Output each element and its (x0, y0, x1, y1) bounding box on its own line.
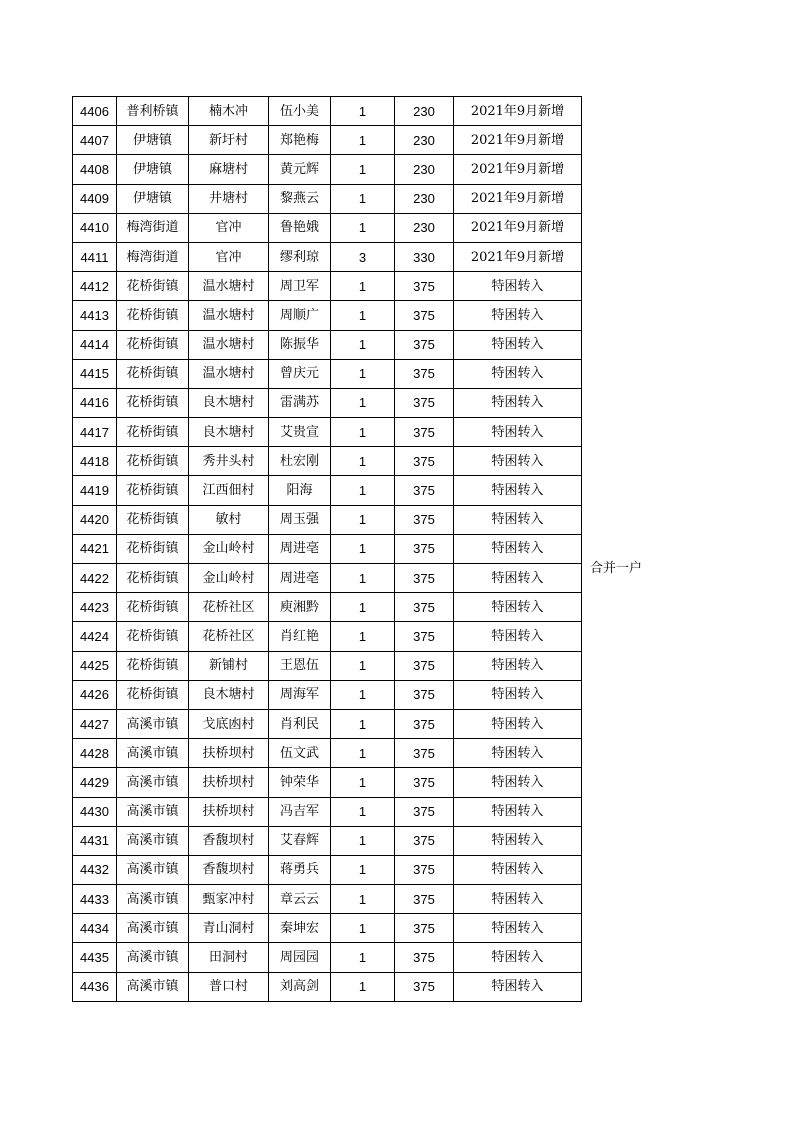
village-cell: 良木塘村 (189, 388, 269, 417)
village-cell: 香馥坝村 (189, 855, 269, 884)
village-cell: 温水塘村 (189, 359, 269, 388)
note-cell: 特困转入 (454, 505, 582, 534)
row-id-cell: 4408 (73, 155, 117, 184)
row-id-cell: 4418 (73, 447, 117, 476)
note-cell: 特困转入 (454, 447, 582, 476)
town-cell: 梅湾街道 (117, 213, 189, 242)
town-cell: 伊塘镇 (117, 126, 189, 155)
name-cell: 周园园 (269, 943, 331, 972)
row-id-cell: 4422 (73, 564, 117, 593)
name-cell: 秦坤宏 (269, 914, 331, 943)
amount-cell: 230 (395, 97, 454, 126)
name-cell: 周进亳 (269, 564, 331, 593)
count-cell: 1 (331, 972, 395, 1001)
row-id-cell: 4419 (73, 476, 117, 505)
amount-cell: 375 (395, 447, 454, 476)
count-cell: 1 (331, 797, 395, 826)
table-row (73, 476, 582, 505)
name-cell: 黄元辉 (269, 155, 331, 184)
row-id-cell: 4429 (73, 768, 117, 797)
amount-cell: 375 (395, 359, 454, 388)
table-row (73, 242, 582, 271)
village-cell: 普口村 (189, 972, 269, 1001)
name-cell: 曾庆元 (269, 359, 331, 388)
town-cell: 花桥街镇 (117, 418, 189, 447)
count-cell: 1 (331, 622, 395, 651)
village-cell: 江西佃村 (189, 476, 269, 505)
name-cell: 缪利琼 (269, 242, 331, 271)
village-cell: 温水塘村 (189, 272, 269, 301)
town-cell: 花桥街镇 (117, 301, 189, 330)
table-row (73, 126, 582, 155)
note-cell: 2021年9月新增 (454, 213, 582, 242)
row-id-cell: 4436 (73, 972, 117, 1001)
note-cell: 特困转入 (454, 593, 582, 622)
amount-cell: 375 (395, 272, 454, 301)
name-cell: 章云云 (269, 885, 331, 914)
name-cell: 黎燕云 (269, 184, 331, 213)
row-id-cell: 4434 (73, 914, 117, 943)
row-id-cell: 4421 (73, 534, 117, 563)
count-cell: 1 (331, 943, 395, 972)
name-cell: 郑艳梅 (269, 126, 331, 155)
amount-cell: 375 (395, 534, 454, 563)
table-row (73, 155, 582, 184)
village-cell: 敏村 (189, 505, 269, 534)
row-id-cell: 4410 (73, 213, 117, 242)
town-cell: 高溪市镇 (117, 739, 189, 768)
name-cell: 杜宏刚 (269, 447, 331, 476)
town-cell: 花桥街镇 (117, 651, 189, 680)
note-cell: 特困转入 (454, 709, 582, 738)
amount-cell: 230 (395, 184, 454, 213)
village-cell: 井塘村 (189, 184, 269, 213)
name-cell: 周顺广 (269, 301, 331, 330)
town-cell: 梅湾街道 (117, 242, 189, 271)
table-row (73, 330, 582, 359)
town-cell: 伊塘镇 (117, 155, 189, 184)
town-cell: 高溪市镇 (117, 914, 189, 943)
count-cell: 1 (331, 155, 395, 184)
row-id-cell: 4435 (73, 943, 117, 972)
village-cell: 楠木冲 (189, 97, 269, 126)
amount-cell: 375 (395, 651, 454, 680)
row-id-cell: 4433 (73, 885, 117, 914)
town-cell: 高溪市镇 (117, 797, 189, 826)
row-id-cell: 4416 (73, 388, 117, 417)
row-id-cell: 4428 (73, 739, 117, 768)
row-id-cell: 4420 (73, 505, 117, 534)
name-cell: 钟荣华 (269, 768, 331, 797)
table-row (73, 797, 582, 826)
amount-cell: 375 (395, 826, 454, 855)
amount-cell: 375 (395, 797, 454, 826)
town-cell: 花桥街镇 (117, 272, 189, 301)
count-cell: 1 (331, 855, 395, 884)
amount-cell: 375 (395, 388, 454, 417)
town-cell: 花桥街镇 (117, 622, 189, 651)
name-cell: 阳海 (269, 476, 331, 505)
count-cell: 1 (331, 213, 395, 242)
count-cell: 1 (331, 593, 395, 622)
note-cell: 特困转入 (454, 885, 582, 914)
table-row (73, 213, 582, 242)
town-cell: 高溪市镇 (117, 826, 189, 855)
town-cell: 花桥街镇 (117, 564, 189, 593)
records-table (72, 96, 582, 1002)
row-id-cell: 4406 (73, 97, 117, 126)
town-cell: 花桥街镇 (117, 680, 189, 709)
table-row (73, 593, 582, 622)
village-cell: 戈底凼村 (189, 709, 269, 738)
note-cell: 特困转入 (454, 680, 582, 709)
table-row (73, 184, 582, 213)
village-cell: 扶桥坝村 (189, 797, 269, 826)
count-cell: 1 (331, 126, 395, 155)
town-cell: 花桥街镇 (117, 388, 189, 417)
amount-cell: 330 (395, 242, 454, 271)
count-cell: 1 (331, 914, 395, 943)
amount-cell: 375 (395, 680, 454, 709)
row-id-cell: 4411 (73, 242, 117, 271)
village-cell: 官冲 (189, 213, 269, 242)
name-cell: 蒋勇兵 (269, 855, 331, 884)
town-cell: 花桥街镇 (117, 534, 189, 563)
village-cell: 秀井头村 (189, 447, 269, 476)
table-row (73, 272, 582, 301)
town-cell: 高溪市镇 (117, 885, 189, 914)
note-cell: 特困转入 (454, 943, 582, 972)
count-cell: 1 (331, 651, 395, 680)
row-id-cell: 4413 (73, 301, 117, 330)
name-cell: 周玉强 (269, 505, 331, 534)
town-cell: 花桥街镇 (117, 505, 189, 534)
row-id-cell: 4417 (73, 418, 117, 447)
row-id-cell: 4432 (73, 855, 117, 884)
row-id-cell: 4409 (73, 184, 117, 213)
table-row (73, 97, 582, 126)
note-cell: 2021年9月新增 (454, 126, 582, 155)
name-cell: 周进亳 (269, 534, 331, 563)
name-cell: 肖红艳 (269, 622, 331, 651)
amount-cell: 230 (395, 155, 454, 184)
note-cell: 特困转入 (454, 564, 582, 593)
name-cell: 艾春辉 (269, 826, 331, 855)
row-id-cell: 4426 (73, 680, 117, 709)
count-cell: 1 (331, 272, 395, 301)
amount-cell: 375 (395, 709, 454, 738)
note-cell: 特困转入 (454, 359, 582, 388)
town-cell: 伊塘镇 (117, 184, 189, 213)
note-cell: 特困转入 (454, 914, 582, 943)
table-row (73, 739, 582, 768)
table-row (73, 651, 582, 680)
table-row (73, 418, 582, 447)
count-cell: 1 (331, 359, 395, 388)
table-row (73, 680, 582, 709)
count-cell: 1 (331, 534, 395, 563)
town-cell: 普利桥镇 (117, 97, 189, 126)
count-cell: 1 (331, 447, 395, 476)
town-cell: 高溪市镇 (117, 943, 189, 972)
row-id-cell: 4412 (73, 272, 117, 301)
note-cell: 特困转入 (454, 651, 582, 680)
town-cell: 高溪市镇 (117, 709, 189, 738)
note-cell: 特困转入 (454, 534, 582, 563)
count-cell: 1 (331, 97, 395, 126)
village-cell: 花桥社区 (189, 593, 269, 622)
village-cell: 良木塘村 (189, 680, 269, 709)
table-row (73, 826, 582, 855)
table-row (73, 768, 582, 797)
table-row (73, 914, 582, 943)
note-cell: 特困转入 (454, 739, 582, 768)
town-cell: 高溪市镇 (117, 972, 189, 1001)
count-cell: 1 (331, 680, 395, 709)
row-id-cell: 4415 (73, 359, 117, 388)
count-cell: 1 (331, 768, 395, 797)
note-cell: 2021年9月新增 (454, 242, 582, 271)
village-cell: 官冲 (189, 242, 269, 271)
name-cell: 伍文武 (269, 739, 331, 768)
note-cell: 特困转入 (454, 388, 582, 417)
note-cell: 特困转入 (454, 855, 582, 884)
amount-cell: 375 (395, 739, 454, 768)
amount-cell: 375 (395, 301, 454, 330)
town-cell: 花桥街镇 (117, 476, 189, 505)
name-cell: 刘高剑 (269, 972, 331, 1001)
count-cell: 1 (331, 709, 395, 738)
amount-cell: 230 (395, 126, 454, 155)
row-id-cell: 4430 (73, 797, 117, 826)
village-cell: 温水塘村 (189, 301, 269, 330)
table-row (73, 943, 582, 972)
amount-cell: 375 (395, 855, 454, 884)
table-row (73, 972, 582, 1001)
name-cell: 艾贵宣 (269, 418, 331, 447)
note-cell: 2021年9月新增 (454, 97, 582, 126)
table-row (73, 447, 582, 476)
row-id-cell: 4407 (73, 126, 117, 155)
table-body (73, 97, 582, 1002)
count-cell: 1 (331, 301, 395, 330)
count-cell: 1 (331, 564, 395, 593)
amount-cell: 375 (395, 505, 454, 534)
amount-cell: 375 (395, 885, 454, 914)
amount-cell: 375 (395, 476, 454, 505)
name-cell: 伍小美 (269, 97, 331, 126)
row-id-cell: 4425 (73, 651, 117, 680)
amount-cell: 375 (395, 943, 454, 972)
row-id-cell: 4414 (73, 330, 117, 359)
town-cell: 花桥街镇 (117, 359, 189, 388)
town-cell: 花桥街镇 (117, 593, 189, 622)
note-cell: 特困转入 (454, 826, 582, 855)
town-cell: 高溪市镇 (117, 855, 189, 884)
village-cell: 花桥社区 (189, 622, 269, 651)
amount-cell: 230 (395, 213, 454, 242)
village-cell: 香馥坝村 (189, 826, 269, 855)
amount-cell: 375 (395, 768, 454, 797)
amount-cell: 375 (395, 622, 454, 651)
row-id-cell: 4424 (73, 622, 117, 651)
table-row (73, 885, 582, 914)
count-cell: 1 (331, 476, 395, 505)
note-cell: 特困转入 (454, 272, 582, 301)
amount-cell: 375 (395, 593, 454, 622)
count-cell: 1 (331, 418, 395, 447)
table-row (73, 855, 582, 884)
amount-cell: 375 (395, 914, 454, 943)
table-row (73, 622, 582, 651)
count-cell: 1 (331, 826, 395, 855)
name-cell: 庾湘黔 (269, 593, 331, 622)
note-cell: 特困转入 (454, 330, 582, 359)
row-id-cell: 4431 (73, 826, 117, 855)
note-cell: 特困转入 (454, 418, 582, 447)
count-cell: 1 (331, 330, 395, 359)
count-cell: 3 (331, 242, 395, 271)
table-row (73, 388, 582, 417)
name-cell: 鲁艳娥 (269, 213, 331, 242)
town-cell: 高溪市镇 (117, 768, 189, 797)
note-cell: 特困转入 (454, 972, 582, 1001)
note-cell: 特困转入 (454, 797, 582, 826)
village-cell: 新圩村 (189, 126, 269, 155)
name-cell: 陈振华 (269, 330, 331, 359)
name-cell: 周卫军 (269, 272, 331, 301)
table-row (73, 564, 582, 593)
side-note: 合并一户 (590, 561, 643, 576)
note-cell: 特困转入 (454, 301, 582, 330)
village-cell: 新铺村 (189, 651, 269, 680)
table-row (73, 505, 582, 534)
note-cell: 特困转入 (454, 476, 582, 505)
count-cell: 1 (331, 388, 395, 417)
amount-cell: 375 (395, 418, 454, 447)
note-cell: 特困转入 (454, 622, 582, 651)
row-id-cell: 4427 (73, 709, 117, 738)
count-cell: 1 (331, 505, 395, 534)
village-cell: 扶桥坝村 (189, 768, 269, 797)
village-cell: 青山洞村 (189, 914, 269, 943)
village-cell: 金山岭村 (189, 564, 269, 593)
village-cell: 金山岭村 (189, 534, 269, 563)
name-cell: 冯吉军 (269, 797, 331, 826)
village-cell: 扶桥坝村 (189, 739, 269, 768)
amount-cell: 375 (395, 330, 454, 359)
village-cell: 甄家冲村 (189, 885, 269, 914)
town-cell: 花桥街镇 (117, 330, 189, 359)
table-row (73, 301, 582, 330)
village-cell: 良木塘村 (189, 418, 269, 447)
name-cell: 肖利民 (269, 709, 331, 738)
name-cell: 周海军 (269, 680, 331, 709)
note-cell: 2021年9月新增 (454, 155, 582, 184)
table-row (73, 709, 582, 738)
village-cell: 麻塘村 (189, 155, 269, 184)
amount-cell: 375 (395, 972, 454, 1001)
note-cell: 2021年9月新增 (454, 184, 582, 213)
amount-cell: 375 (395, 564, 454, 593)
note-cell: 特困转入 (454, 768, 582, 797)
row-id-cell: 4423 (73, 593, 117, 622)
count-cell: 1 (331, 184, 395, 213)
table-row (73, 534, 582, 563)
table-row (73, 359, 582, 388)
village-cell: 温水塘村 (189, 330, 269, 359)
village-cell: 田洞村 (189, 943, 269, 972)
count-cell: 1 (331, 739, 395, 768)
town-cell: 花桥街镇 (117, 447, 189, 476)
count-cell: 1 (331, 885, 395, 914)
name-cell: 雷满苏 (269, 388, 331, 417)
name-cell: 王恩伍 (269, 651, 331, 680)
